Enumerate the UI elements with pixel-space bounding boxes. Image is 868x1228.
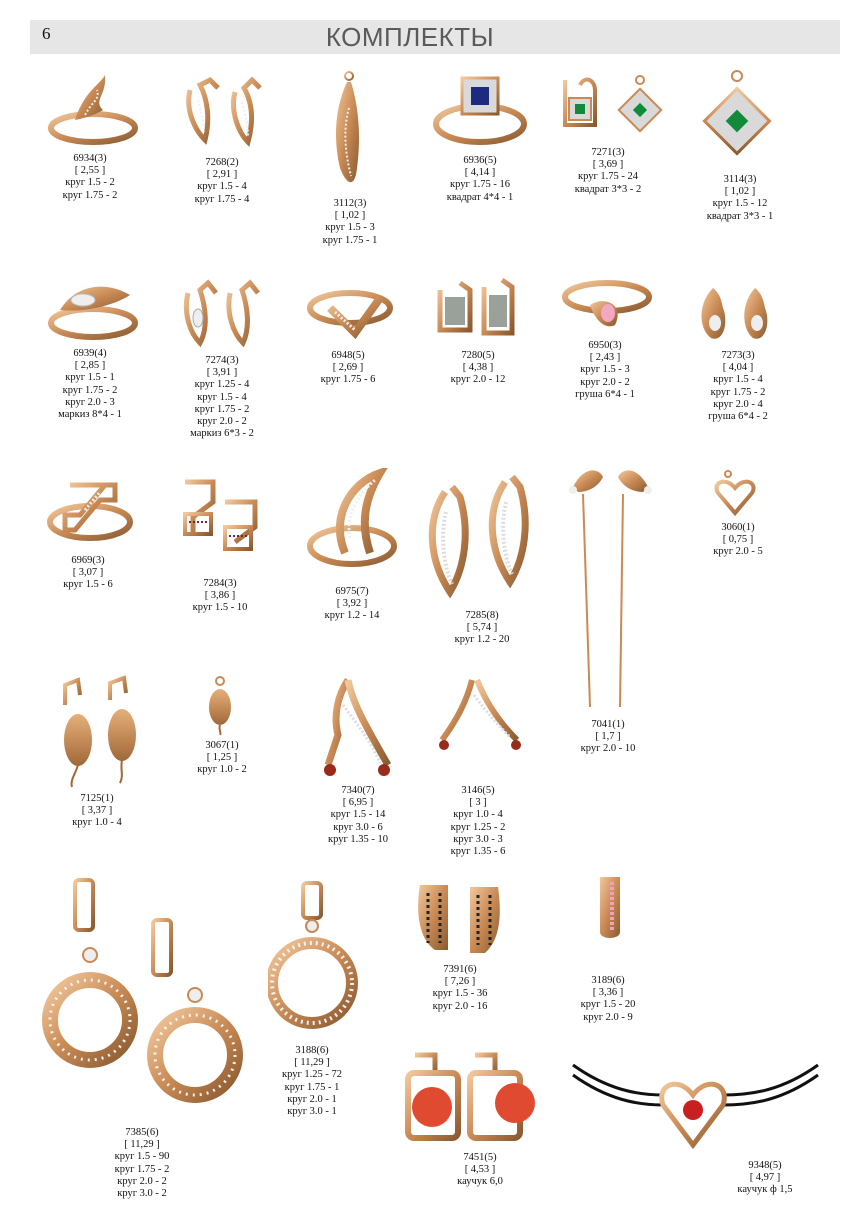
page-title: КОМПЛЕКТЫ [325,22,495,52]
stone-spec: круг 2.0 - 12 [450,374,506,386]
stone-spec: круг 1.0 - 4 [453,809,503,821]
stone-spec: круг 1.5 - 3 [325,222,375,234]
product-code: 7125(1) [80,793,114,804]
stone-spec: маркиз 8*4 - 1 [58,409,122,421]
pendant-image [325,68,370,193]
stone-spec: круг 3.0 - 1 [287,1106,337,1118]
product-code: 3189(6) [591,975,625,986]
stone-spec: каучук ф 1,5 [737,1184,793,1196]
product-code: 7391(6) [443,964,477,975]
stone-spec: круг 1.5 - 1 [65,372,115,384]
stone-spec: круг 1.75 - 24 [577,171,639,183]
product-weight: [ 3,86 ] [204,590,236,602]
stone-spec: круг 1.5 - 4 [197,181,247,193]
stone-spec: круг 2.0 - 3 [65,396,115,408]
earrings-image [50,675,145,790]
stone-spec: круг 2.0 - 9 [583,1011,633,1023]
product-weight: [ 3,69 ] [592,159,624,171]
product-weight: [ 4,97 ] [749,1172,781,1184]
stone-spec: круг 1.75 - 2 [710,386,766,398]
stone-spec: круг 3.0 - 6 [333,821,383,833]
pendant-image [710,468,760,518]
pendant-image [268,878,358,1043]
earrings-image [410,875,515,960]
product-code: 3112(3) [333,198,367,209]
pendant-image [590,872,630,942]
pendant-image [700,68,775,168]
product-code: 7274(3) [205,355,239,366]
ring-image [45,70,140,150]
stone-spec: круг 2.0 - 2 [117,1175,167,1187]
stone-spec: круг 1.75 - 2 [194,403,250,415]
product-weight: [ 3 ] [469,797,487,809]
stone-spec: круг 1.75 - 2 [62,384,118,396]
stone-spec: круг 1.75 - 4 [194,193,250,205]
stone-spec: квадрат 3*3 - 1 [706,210,774,222]
stone-spec: квадрат 3*3 - 2 [574,183,642,195]
earrings-image [178,278,268,353]
stone-spec: круг 1.5 - 4 [197,391,247,403]
stone-spec: круг 2.0 - 10 [580,743,636,755]
stone-spec: круг 2.0 - 2 [580,376,630,388]
earrings-image [420,472,545,607]
stone-spec: груша 6*4 - 2 [708,411,768,423]
product-weight: [ 2,43 ] [589,352,621,364]
product-code: 7273(3) [721,350,755,361]
ring-image [45,470,135,550]
product-code: 6934(3) [73,153,107,164]
product-weight: [ 1,25 ] [206,752,238,764]
stone-spec: круг 2.0 - 5 [713,546,763,558]
earrings-image [555,70,665,145]
stone-spec: круг 3.0 - 2 [117,1188,167,1200]
stone-spec: круг 1.5 - 90 [114,1151,170,1163]
stone-spec: круг 1.75 - 1 [284,1081,340,1093]
stone-spec: круг 1.75 - 16 [449,179,511,191]
stone-spec: круг 1.5 - 20 [580,999,636,1011]
stone-spec: круг 1.25 - 72 [281,1069,343,1081]
product-code: 3060(1) [721,522,755,533]
stone-spec: каучук 6,0 [457,1176,503,1188]
product-code: 3067(1) [205,740,239,751]
stone-spec: груша 6*4 - 1 [575,388,635,400]
stone-spec: круг 1.5 - 6 [63,579,113,591]
necklace-image [568,1050,823,1155]
stone-spec: круг 1.2 - 20 [454,634,510,646]
stone-spec: квадрат 4*4 - 1 [446,191,514,203]
stone-spec: маркиз 6*3 - 2 [190,428,254,440]
ring-image [45,275,140,345]
pendant-image [432,675,527,755]
product-weight: [ 11,29 ] [124,1139,160,1151]
stone-spec: круг 3.0 - 3 [453,833,503,845]
earrings-image [693,278,783,348]
product-code: 7340(7) [341,785,375,796]
product-weight: [ 3,91 ] [206,367,238,379]
page-number: 6 [42,24,51,43]
stone-spec: круг 1.0 - 2 [197,764,247,776]
product-code: 7285(8) [465,610,499,621]
product-weight: [ 0,75 ] [722,534,754,546]
product-weight: [ 3,37 ] [81,805,113,817]
ring-image [430,68,530,153]
product-weight: [ 3,92 ] [336,598,368,610]
product-weight: [ 7,26 ] [444,976,476,988]
product-weight: [ 2,55 ] [74,165,106,177]
product-code: 7280(5) [461,350,495,361]
product-weight: [ 11,29 ] [294,1057,330,1069]
product-weight: [ 6,95 ] [342,797,374,809]
product-code: 6950(3) [588,340,622,351]
product-weight: [ 2,85 ] [74,360,106,372]
stone-spec: круг 1.5 - 10 [192,602,248,614]
pendant-image [200,675,240,735]
stone-spec: круг 1.5 - 4 [713,374,763,386]
stone-spec: круг 1.5 - 2 [65,177,115,189]
stone-spec: круг 2.0 - 2 [197,416,247,428]
product-weight: [ 1,02 ] [724,186,756,198]
product-code: 7451(5) [463,1152,497,1163]
stone-spec: круг 1.75 - 2 [62,189,118,201]
product-weight: [ 4,38 ] [462,362,494,374]
product-weight: [ 2,69 ] [332,362,364,374]
stone-spec: круг 1.5 - 36 [432,988,488,1000]
ring-image [305,278,395,346]
product-weight: [ 4,53 ] [464,1164,496,1176]
product-code: 3114(3) [723,174,757,185]
product-code: 3188(6) [295,1045,329,1056]
product-code: 6969(3) [71,555,105,566]
product-weight: [ 1,02 ] [334,210,366,222]
stone-spec: круг 1.75 - 1 [322,234,378,246]
stone-spec: круг 1.25 - 4 [194,379,250,391]
product-code: 6948(5) [331,350,365,361]
product-code: 7271(3) [591,147,625,158]
product-code: 6975(7) [335,586,369,597]
product-weight: [ 2,91 ] [206,169,238,181]
product-code: 6936(5) [463,155,497,166]
product-weight: [ 3,36 ] [592,987,624,999]
stone-spec: круг 1.5 - 12 [712,198,768,210]
product-code: 6939(4) [73,348,107,359]
stone-spec: круг 2.0 - 16 [432,1000,488,1012]
stone-spec: круг 1.5 - 3 [580,364,630,376]
earrings-image [400,1045,550,1150]
product-weight: [ 4,04 ] [722,362,754,374]
stone-spec: круг 1.5 - 14 [330,809,386,821]
stone-spec: круг 2.0 - 4 [713,398,763,410]
product-code: 9348(5) [748,1160,782,1171]
earrings-image [432,275,522,347]
ring-image [305,468,400,583]
stone-spec: круг 1.35 - 6 [450,846,506,858]
stone-spec: круг 1.2 - 14 [324,610,380,622]
product-weight: [ 4,14 ] [464,167,496,179]
stone-spec: круг 1.25 - 2 [450,821,506,833]
product-weight: [ 3,07 ] [72,567,104,579]
stone-spec: круг 1.75 - 2 [114,1163,170,1175]
stone-spec: круг 1.0 - 4 [72,817,122,829]
product-weight: [ 5,74 ] [466,622,498,634]
earrings-image [175,472,270,557]
earrings-image [180,70,265,155]
pendant-image [318,675,403,785]
product-code: 3146(5) [461,785,495,796]
product-code: 7268(2) [205,157,239,168]
product-code: 7284(3) [203,578,237,589]
product-weight: [ 1,7 ] [595,731,621,743]
stone-spec: круг 1.35 - 10 [327,833,389,845]
earrings-image [40,875,250,1130]
product-code: 7041(1) [591,719,625,730]
earrings-image [558,462,663,717]
stone-spec: круг 1.75 - 6 [320,374,376,386]
stone-spec: круг 2.0 - 1 [287,1093,337,1105]
product-code: 7385(6) [125,1127,159,1138]
ring-image [560,275,655,340]
